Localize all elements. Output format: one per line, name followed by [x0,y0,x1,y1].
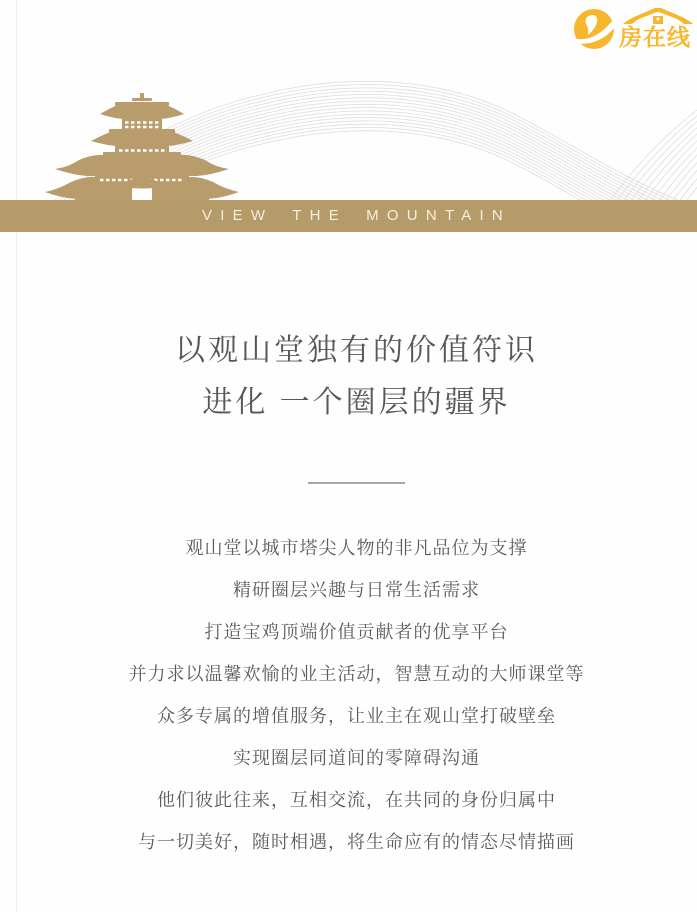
copy-line: 实现圈层同道间的零障碍沟通 [233,748,480,768]
headline-line-2: 进化 一个圈层的疆界 [202,386,511,419]
copy-line: 打造宝鸡顶端价值贡献者的优享平台 [204,622,509,642]
page-title [16,325,697,429]
circle-swoosh-icon [573,8,615,50]
house-roof-icon [623,8,693,26]
copy-line: 观山堂以城市塔尖人物的非凡品位为支撑 [185,538,528,558]
copy-line: 精研圈层兴趣与日常生活需求 [233,580,480,600]
copy-line: 他们彼此往来，互相交流，在共同的身份归属中 [157,790,556,810]
banner-title: VIEW THE MOUNTAIN [201,207,512,224]
headline-line-1: 以观山堂独有的价值符识 [175,334,538,367]
copy-line: 众多专属的增值服务，让业主在观山堂打破壁垒 [157,706,556,726]
pagoda-tower-icon [45,93,245,200]
logo-name: 房在线 [619,24,691,50]
body-copy [16,527,697,863]
banner [0,200,697,232]
watermark-logo [573,8,691,50]
section-divider [308,482,405,484]
copy-line: 并力求以温馨欢愉的业主活动，智慧互动的大师课堂等 [128,664,585,684]
copy-line: 与一切美好，随时相遇，将生命应有的情态尽情描画 [138,832,575,852]
